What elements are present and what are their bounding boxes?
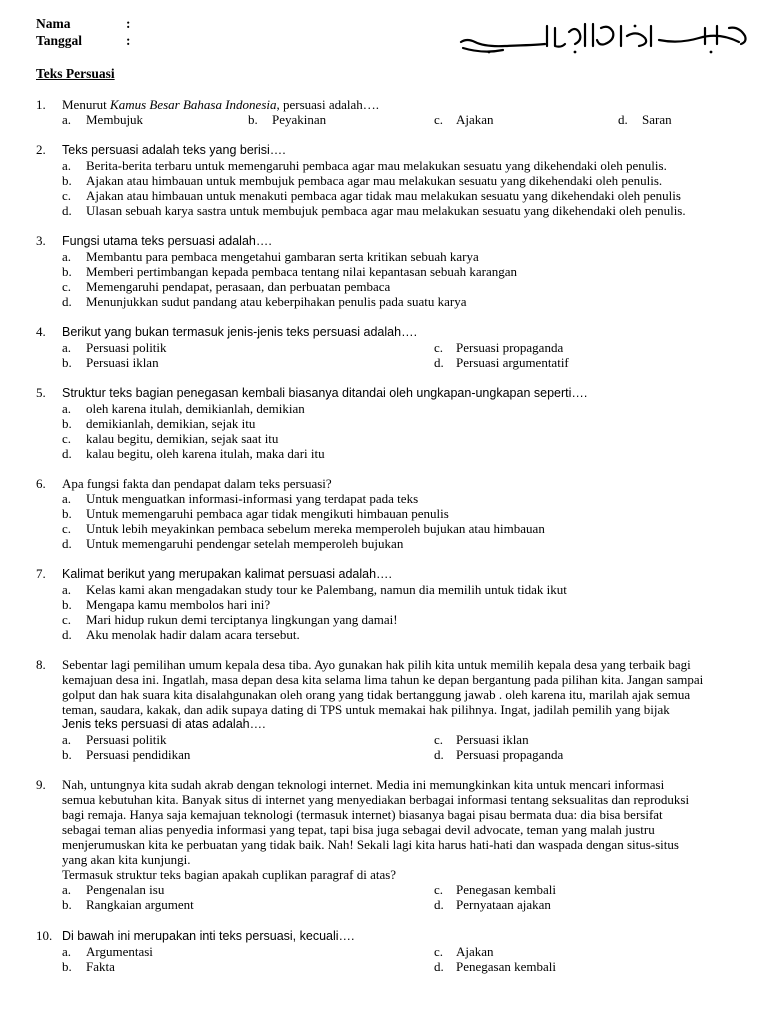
- option-text[interactable]: Saran: [642, 112, 672, 127]
- question-number: 5.: [36, 385, 46, 400]
- option-label: a.: [62, 582, 72, 597]
- option-text[interactable]: Ulasan sebuah karya sastra untuk membujuk pembaca agar mau melakukan sesuatu yang dikehendaki oleh penulis.: [86, 203, 686, 218]
- option-text[interactable]: Memengaruhi pendapat, perasaan, dan perbuatan pembaca: [86, 279, 391, 294]
- option-label: b.: [62, 506, 72, 521]
- option-text[interactable]: Aku menolak hadir dalam acara tersebut.: [86, 627, 300, 642]
- option-label: d.: [618, 112, 628, 127]
- option-text[interactable]: Penegasan kembali: [456, 882, 556, 897]
- option-text[interactable]: Persuasi iklan: [456, 732, 529, 747]
- option-label: a.: [62, 249, 72, 264]
- option-text[interactable]: Membujuk: [86, 112, 144, 127]
- question-4: [36, 324, 736, 370]
- question-text: Di bawah ini merupakan inti teks persuasi, kecuali….: [62, 929, 355, 943]
- option-label: b.: [62, 897, 72, 912]
- question-9: [36, 777, 736, 912]
- option-label: a.: [62, 158, 72, 173]
- option-label: c.: [62, 431, 72, 446]
- option-text[interactable]: Memberi pertimbangan kepada pembaca tentang nilai kepantasan sebuah karangan: [86, 264, 517, 279]
- question-number: 2.: [36, 142, 46, 157]
- option-label: c.: [62, 521, 72, 536]
- option-label: b.: [62, 597, 72, 612]
- option-text[interactable]: Pernyataan ajakan: [456, 897, 551, 912]
- nama-label: Nama: [36, 16, 71, 31]
- option-text[interactable]: Persuasi argumentatif: [456, 355, 569, 370]
- question-2: [36, 142, 736, 218]
- option-text[interactable]: Persuasi iklan: [86, 355, 159, 370]
- page-title: Teks Persuasi: [36, 66, 115, 81]
- passage-line: semua kebutuhan kita. Banyak situs di internet yang menyediakan berbagai informasi tentang seksualitas dan reproduksi: [62, 792, 690, 807]
- option-label: d.: [434, 897, 444, 912]
- option-text[interactable]: Untuk menguatkan informasi-informasi yang terdapat pada teks: [86, 491, 419, 506]
- option-text[interactable]: Pengenalan isu: [86, 882, 165, 897]
- option-label: d.: [434, 959, 444, 974]
- question-number: 3.: [36, 233, 46, 248]
- option-text[interactable]: Penegasan kembali: [456, 959, 556, 974]
- option-text[interactable]: Persuasi propaganda: [456, 747, 564, 762]
- option-label: c.: [62, 188, 72, 203]
- passage-line: Sebentar lagi pemilihan umum kepala desa tiba. Ayo gunakan hak pilih kita untuk memilih kepala desa yang terbaik bagi: [62, 657, 691, 672]
- question-3: [36, 233, 736, 309]
- question-text: Berikut yang bukan termasuk jenis-jenis teks persuasi adalah….: [62, 325, 418, 339]
- option-label: c.: [434, 944, 444, 959]
- option-label: a.: [62, 112, 72, 127]
- question-number: 6.: [36, 476, 46, 491]
- option-text[interactable]: Ajakan: [456, 944, 494, 959]
- passage-line: menjerumuskan kita ke perbuatan yang tidak baik. Nah! Sekali lagi kita harus hati-hati dan waspada dengan situs-situs: [62, 837, 679, 852]
- option-text[interactable]: Persuasi propaganda: [456, 340, 564, 355]
- passage-line: bagi remaja. Hanya saja kemajuan teknologi (termasuk internet) biasanya bagai pisau bermata dua: dia bisa bersifat: [62, 807, 663, 822]
- option-text[interactable]: Untuk memengaruhi pembaca agar tidak mengikuti himbauan penulis: [86, 506, 449, 521]
- option-text[interactable]: Peyakinan: [272, 112, 327, 127]
- option-text[interactable]: Fakta: [86, 959, 115, 974]
- option-label: d.: [434, 747, 444, 762]
- option-text[interactable]: oleh karena itulah, demikianlah, demikian: [86, 401, 305, 416]
- option-text[interactable]: Ajakan atau himbauan untuk membujuk pembaca agar mau melakukan sesuatu yang dikehendaki oleh penulis.: [86, 173, 663, 188]
- option-text[interactable]: Persuasi pendidikan: [86, 747, 191, 762]
- option-text[interactable]: Menunjukkan sudut pandang atau keberpihakan penulis pada suatu karya: [86, 294, 467, 309]
- question-number: 7.: [36, 566, 46, 581]
- passage-line: teman, saudara, kakak, dan adik supaya dating di TPS untuk memakai hak pilihnya. Ingat, jadilah pemilih yang bijak: [62, 702, 670, 717]
- question-number: 4.: [36, 324, 46, 339]
- option-label: a.: [62, 340, 72, 355]
- option-label: d.: [62, 203, 72, 218]
- option-label: d.: [62, 536, 72, 551]
- question-text: Teks persuasi adalah teks yang berisi….: [62, 143, 286, 157]
- option-text[interactable]: kalau begitu, demikian, sejak saat itu: [86, 431, 279, 446]
- option-label: b.: [62, 747, 72, 762]
- option-label: a.: [62, 491, 72, 506]
- option-text[interactable]: Kelas kami akan mengadakan study tour ke Palembang, namun dia memilih untuk tidak ikut: [86, 582, 567, 597]
- question-number: 8.: [36, 657, 46, 672]
- option-text[interactable]: Untuk memengaruhi pendengar setelah memperoleh bujukan: [86, 536, 404, 551]
- option-text[interactable]: Mengapa kamu membolos hari ini?: [86, 597, 271, 612]
- option-label: d.: [62, 294, 72, 309]
- question-1: [36, 97, 736, 127]
- passage-line: kemajuan desa ini. Ingatlah, masa depan desa kita selama lima tahun ke depan bergantung pada pilihan kita. Jangan sampai: [62, 672, 704, 687]
- option-label: d.: [62, 627, 72, 642]
- option-label: b.: [62, 173, 72, 188]
- option-label: c.: [62, 279, 72, 294]
- option-text[interactable]: Membantu para pembaca mengetahui gambaran serta kritikan sebuah karya: [86, 249, 479, 264]
- passage-line: golput dan hak suara kita disalahgunakan oleh orang yang tidak bertanggung jawab . oleh karena itu, marilah ajak semua: [62, 687, 691, 702]
- option-label: c.: [434, 882, 444, 897]
- option-label: b.: [62, 264, 72, 279]
- tanggal-row: [36, 33, 131, 48]
- option-label: a.: [62, 401, 72, 416]
- nama-colon: :: [126, 16, 131, 31]
- option-label: c.: [434, 112, 444, 127]
- question-7: [36, 566, 736, 642]
- option-text[interactable]: Persuasi politik: [86, 732, 167, 747]
- option-text[interactable]: demikianlah, demikian, sejak itu: [86, 416, 256, 431]
- option-text[interactable]: Untuk lebih meyakinkan pembaca sebelum mereka memperoleh bujukan atau himbauan: [86, 521, 545, 536]
- tanggal-colon: :: [126, 33, 131, 48]
- option-label: d.: [62, 446, 72, 461]
- question-8: [36, 657, 736, 762]
- option-label: b.: [62, 416, 72, 431]
- option-text[interactable]: Argumentasi: [86, 944, 153, 959]
- question-text: Apa fungsi fakta dan pendapat dalam teks persuasi?: [62, 476, 332, 491]
- question-text-italic: Kamus Besar Bahasa Indonesia: [110, 97, 277, 112]
- option-text[interactable]: Mari hidup rukun demi terciptanya lingkungan yang damai!: [86, 612, 398, 627]
- option-text[interactable]: Ajakan atau himbauan untuk menakuti pembaca agar tidak mau melakukan sesuatu yang dikehendaki oleh penulis: [86, 188, 681, 203]
- question-text: Jenis teks persuasi di atas adalah….: [62, 717, 266, 731]
- option-text[interactable]: Ajakan: [456, 112, 494, 127]
- basmalah-calligraphy-icon: [455, 18, 755, 58]
- option-text[interactable]: Berita-berita terbaru untuk memengaruhi pembaca agar mau melakukan sesuatu yang dikehendaki oleh penulis.: [86, 158, 667, 173]
- nama-row: [36, 16, 131, 31]
- question-text-post: , persuasi adalah….: [276, 97, 380, 112]
- question-number: 10.: [36, 928, 53, 943]
- question-number: 9.: [36, 777, 46, 792]
- question-number: 1.: [36, 97, 46, 112]
- option-text[interactable]: Rangkaian argument: [86, 897, 194, 912]
- option-label: c.: [434, 732, 444, 747]
- question-6: [36, 476, 736, 551]
- question-10: [36, 928, 736, 974]
- option-label: d.: [434, 355, 444, 370]
- option-label: b.: [62, 355, 72, 370]
- option-label: a.: [62, 944, 72, 959]
- question-text: Termasuk struktur teks bagian apakah cuplikan paragraf di atas?: [62, 867, 397, 882]
- option-label: c.: [62, 612, 72, 627]
- question-5: [36, 385, 736, 461]
- option-label: b.: [62, 959, 72, 974]
- question-text: Struktur teks bagian penegasan kembali biasanya ditandai oleh ungkapan-ungkapan seperti….: [62, 386, 588, 400]
- option-label: a.: [62, 882, 72, 897]
- option-text[interactable]: Persuasi politik: [86, 340, 167, 355]
- option-label: c.: [434, 340, 444, 355]
- question-text: Fungsi utama teks persuasi adalah….: [62, 234, 272, 248]
- passage-line: yang akan kita kunjungi.: [62, 852, 191, 867]
- option-label: a.: [62, 732, 72, 747]
- question-text-pre: Menurut: [62, 97, 111, 112]
- option-text[interactable]: kalau begitu, oleh karena itulah, maka dari itu: [86, 446, 325, 461]
- passage-line: Nah, untungnya kita sudah akrab dengan teknologi internet. Media ini memungkinkan kita untuk mencari informasi: [62, 777, 665, 792]
- passage-line: sebagai teman alias penyedia informasi yang tepat, tapi bisa juga sebagai devil advocate, teman yang malah justru: [62, 822, 655, 837]
- question-text: Kalimat berikut yang merupakan kalimat persuasi adalah….: [62, 567, 393, 581]
- tanggal-label: Tanggal: [36, 33, 83, 48]
- option-label: b.: [248, 112, 258, 127]
